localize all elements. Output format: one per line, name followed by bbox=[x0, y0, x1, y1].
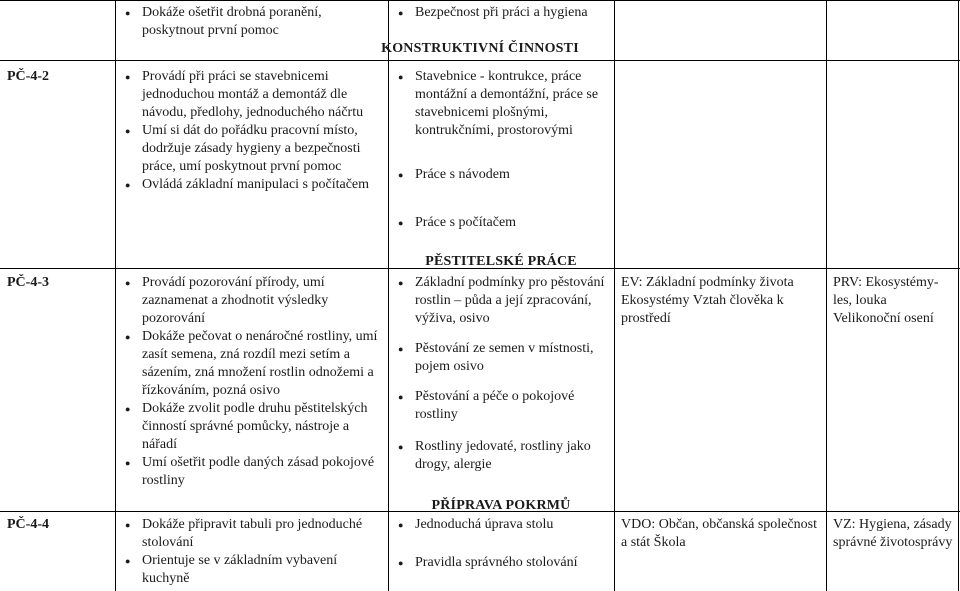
list-item: ● Orientuje se v základním vybavení kuchyně bbox=[122, 552, 380, 588]
column-divider bbox=[614, 0, 615, 591]
list-item: ● Pravidla správného stolování bbox=[395, 554, 609, 572]
list-item: ● Bezpečnost při práci a hygiena bbox=[395, 4, 609, 22]
list-item: ● Pěstování a péče o pokojové rostliny bbox=[395, 388, 609, 424]
section-heading: PĚSTITELSKÉ PRÁCE bbox=[425, 254, 577, 269]
column-divider bbox=[826, 0, 827, 591]
section-heading: KONSTRUKTIVNÍ ČINNOSTI bbox=[381, 41, 579, 56]
row-divider bbox=[0, 0, 960, 1]
list-item: ● Provádí při práci se stavebnicemi jednoduchou montáž a demontáž dle návodu, předlohy, jednoduchého náčrtu bbox=[122, 68, 380, 122]
topics-cell bbox=[395, 274, 609, 474]
outcomes-cell bbox=[122, 68, 380, 194]
notes-text: VZ: Hygiena, zásady správné životosprávy bbox=[833, 517, 953, 550]
outcome-code: PČ-4-4 bbox=[7, 517, 49, 532]
outcome-code: PČ-4-3 bbox=[7, 275, 49, 290]
list-item: ● Stavebnice - kontrukce, práce montážní a demontážní, práce se stavebnicemi plošnými, kontrukčními, prostorovými bbox=[395, 68, 609, 140]
top-outcomes-cell bbox=[122, 4, 380, 40]
notes-text: PRV: Ekosystémy-les, louka Velikonoční osení bbox=[833, 275, 939, 326]
list-item: ● Umí si dát do pořádku pracovní místo, dodržuje zásady hygieny a bezpečnosti práce, umí poskytnout první pomoc bbox=[122, 122, 380, 176]
top-topics-cell bbox=[395, 4, 609, 22]
list-item: ● Provádí pozorování přírody, umí zaznamenat a zhodnotit výsledky pozorování bbox=[122, 274, 380, 328]
list-item: ● Dokáže připravit tabuli pro jednoduché stolování bbox=[122, 516, 380, 552]
list-item: ● Práce s počítačem bbox=[395, 214, 609, 232]
cross-curricular-cell bbox=[621, 516, 821, 552]
list-item: ● Základní podmínky pro pěstování rostlin – půda a její zpracování, výživa, osivo bbox=[395, 274, 609, 328]
column-divider bbox=[115, 0, 116, 591]
outcome-code: PČ-4-2 bbox=[7, 69, 49, 84]
list-item: ● Rostliny jedovaté, rostliny jako drogy, alergie bbox=[395, 438, 609, 474]
outcomes-cell bbox=[122, 274, 380, 490]
cross-curricular-text: EV: Základní podmínky života Ekosystémy Vztah člověka k prostředí bbox=[621, 275, 794, 326]
topics-cell bbox=[395, 516, 609, 572]
list-item: ● Dokáže zvolit podle druhu pěstitelských činností správné pomůcky, nástroje a nářadí bbox=[122, 400, 380, 454]
cross-curricular-text: VDO: Občan, občanská společnost a stát Škola bbox=[621, 517, 817, 550]
list-item: ● Pěstování ze semen v místnosti, pojem osivo bbox=[395, 340, 609, 376]
list-item: ● Dokáže ošetřit drobná poranění, poskytnout první pomoc bbox=[122, 4, 380, 40]
list-item: ● Jednoduchá úprava stolu bbox=[395, 516, 609, 534]
column-divider bbox=[958, 0, 959, 591]
notes-cell bbox=[833, 516, 955, 552]
list-item: ● Umí ošetřit podle daných zásad pokojové rostliny bbox=[122, 454, 380, 490]
notes-cell bbox=[833, 274, 955, 328]
cross-curricular-cell bbox=[621, 274, 821, 328]
outcomes-cell bbox=[122, 516, 380, 588]
list-item: ● Ovládá základní manipulaci s počítačem bbox=[122, 176, 380, 194]
row-divider bbox=[0, 60, 960, 61]
list-item: ● Dokáže pečovat o nenáročné rostliny, umí zasít semena, zná rozdíl mezi setím a sázením, zná množení rostlin odnožemi a řízkováním, pozná osivo bbox=[122, 328, 380, 400]
topics-cell bbox=[395, 68, 609, 232]
list-item: ● Práce s návodem bbox=[395, 166, 609, 184]
section-heading: PŘÍPRAVA POKRMŮ bbox=[431, 498, 571, 513]
